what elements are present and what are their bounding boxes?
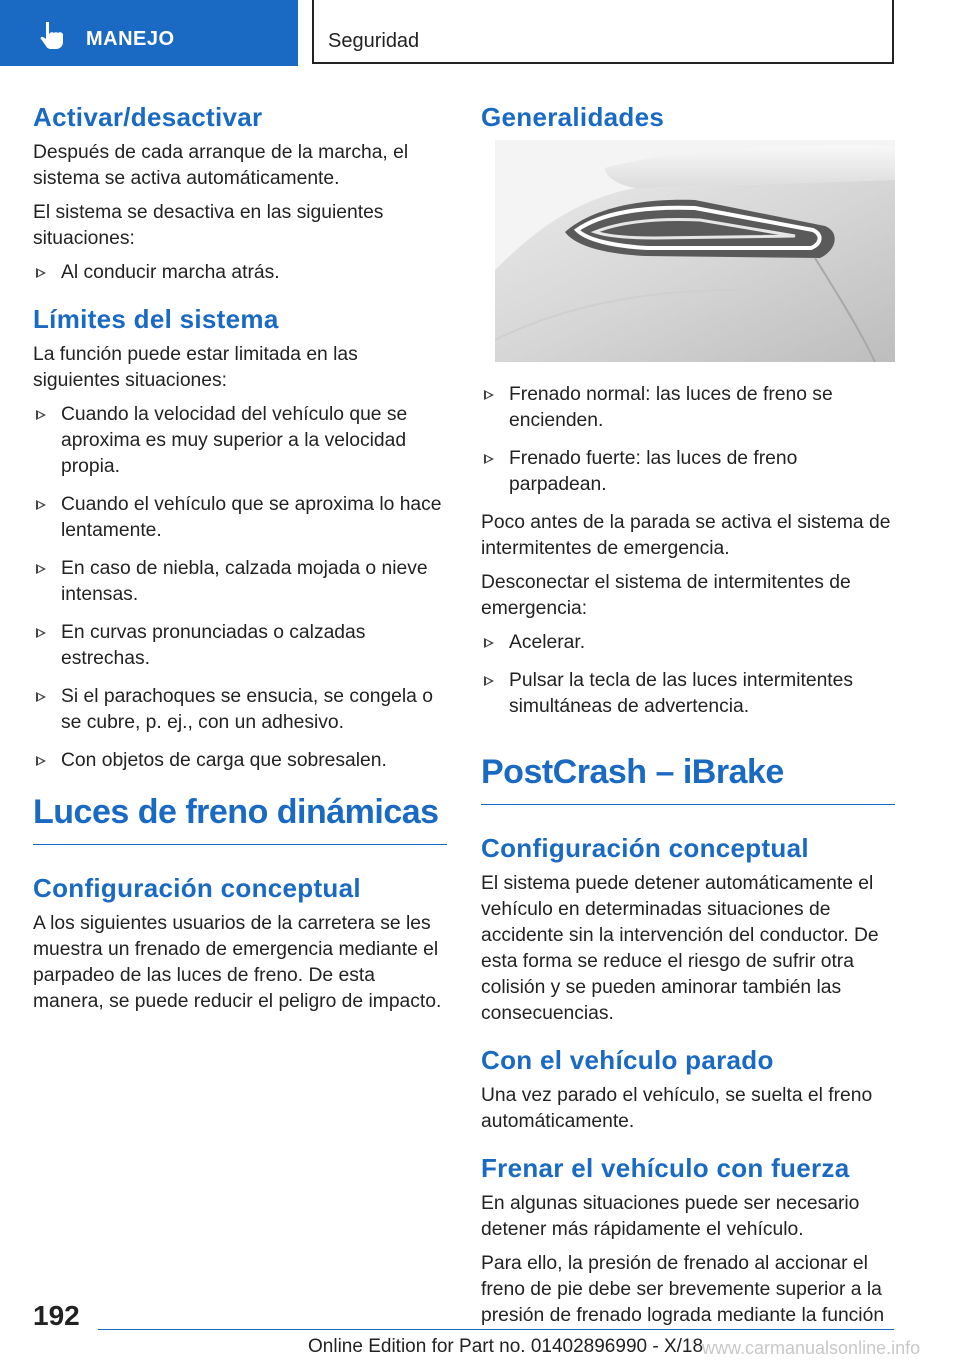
list-item: Con objetos de carga que sobresalen. xyxy=(33,748,447,774)
section-generalidades xyxy=(481,100,895,720)
section-frenar xyxy=(481,1151,895,1329)
edition-note: Online Edition for Part no. 01402896990 - X/18 xyxy=(308,1336,704,1357)
triangle-bullet-icon xyxy=(484,390,494,400)
tail-light-illustration xyxy=(495,140,895,362)
chapter-tab[interactable] xyxy=(0,0,298,66)
heading-generalidades: Generalidades xyxy=(481,102,665,132)
page-number: 192 xyxy=(33,1300,80,1331)
bullet-list xyxy=(481,382,895,498)
list-item: Frenado normal: las luces de freno se encienden. xyxy=(481,382,895,434)
section-activar xyxy=(33,100,447,286)
triangle-bullet-icon xyxy=(36,628,46,638)
section-parado xyxy=(481,1043,895,1135)
triangle-bullet-icon xyxy=(36,410,46,420)
triangle-bullet-icon xyxy=(36,692,46,702)
paragraph: El sistema se desactiva en las siguientes situaciones: xyxy=(33,202,384,249)
section-configuracion-left xyxy=(33,871,447,1015)
bullet-list xyxy=(33,402,447,774)
heading-parado: Con el vehículo parado xyxy=(481,1045,774,1075)
section-limites xyxy=(33,302,447,774)
heading-configuracion: Configuración conceptual xyxy=(33,873,361,903)
heading-activar: Activar/desactivar xyxy=(33,102,263,132)
paragraph: Una vez parado el vehículo, se suelta el freno automáticamente. xyxy=(481,1085,873,1132)
list-item: Cuando el vehículo que se aproxima lo hace lentamente. xyxy=(33,492,447,544)
paragraph: Poco antes de la parada se activa el sistema de intermitentes de emergencia. xyxy=(481,512,891,559)
footer-divider xyxy=(98,1329,894,1330)
triangle-bullet-icon xyxy=(484,638,494,648)
list-item: En curvas pronunciadas o calzadas estrechas. xyxy=(33,620,447,672)
triangle-bullet-icon xyxy=(36,564,46,574)
tail-light-image xyxy=(495,140,895,362)
list-item: Si el parachoques se ensucia, se congela o se cubre, p. ej., con un adhesivo. xyxy=(33,684,447,736)
list-item: Pulsar la tecla de las luces intermitentes simultáneas de advertencia. xyxy=(481,668,895,720)
paragraph: La función puede estar limitada en las siguientes situaciones: xyxy=(33,344,358,391)
bullet-list xyxy=(481,630,895,720)
left-column xyxy=(33,100,447,1031)
heading-frenar: Frenar el vehículo con fuerza xyxy=(481,1153,850,1183)
section-header xyxy=(312,0,894,64)
list-item: Al conducir marcha atrás. xyxy=(33,260,447,286)
chapter-heading-postcrash xyxy=(481,750,895,805)
paragraph: En algunas situaciones puede ser necesario detener más rápidamente el vehículo. xyxy=(481,1193,860,1240)
triangle-bullet-icon xyxy=(36,500,46,510)
triangle-bullet-icon xyxy=(484,676,494,686)
watermark: www.carmanualsonline.info xyxy=(702,1338,921,1358)
paragraph: El sistema puede detener automáticamente el vehículo en determinadas situaciones de accidente sin la intervención del conductor. De esta forma se reduce el riesgo de sufrir otra colisión y se pueden aminorar también las consecuencias. xyxy=(481,873,879,1024)
section-label: Seguridad xyxy=(328,30,420,52)
bullet-list xyxy=(33,260,447,286)
list-item: En caso de niebla, calzada mojada o nieve intensas. xyxy=(33,556,447,608)
list-item: Cuando la velocidad del vehículo que se aproxima es muy superior a la velocidad propia. xyxy=(33,402,447,480)
paragraph: Después de cada arranque de la marcha, el sistema se activa automáticamente. xyxy=(33,142,409,189)
heading-configuracion: Configuración conceptual xyxy=(481,833,809,863)
chapter-label: MANEJO xyxy=(86,28,175,50)
paragraph: A los siguientes usuarios de la carretera se les muestra un frenado de emergencia mediante el parpadeo de las luces de freno. De esta manera, se puede reducir el peligro de impacto. xyxy=(33,913,442,1012)
triangle-bullet-icon xyxy=(484,454,494,464)
triangle-bullet-icon xyxy=(36,756,46,766)
right-column xyxy=(481,100,895,1345)
triangle-bullet-icon xyxy=(36,268,46,278)
pointing-hand-icon xyxy=(40,20,68,50)
list-item: Frenado fuerte: las luces de freno parpadean. xyxy=(481,446,895,498)
paragraph: Desconectar el sistema de intermitentes de emergencia: xyxy=(481,572,851,619)
heading-luces: Luces de freno dinámicas xyxy=(33,793,439,831)
section-configuracion-right xyxy=(481,831,895,1027)
paragraph: Para ello, la presión de frenado al accionar el freno de pie debe ser brevemente superior a la presión de frenado lograda mediante la función xyxy=(481,1253,885,1326)
heading-limites: Límites del sistema xyxy=(33,304,279,334)
list-item: Acelerar. xyxy=(481,630,895,656)
chapter-heading-luces xyxy=(33,790,447,845)
heading-postcrash: PostCrash – iBrake xyxy=(481,753,784,791)
